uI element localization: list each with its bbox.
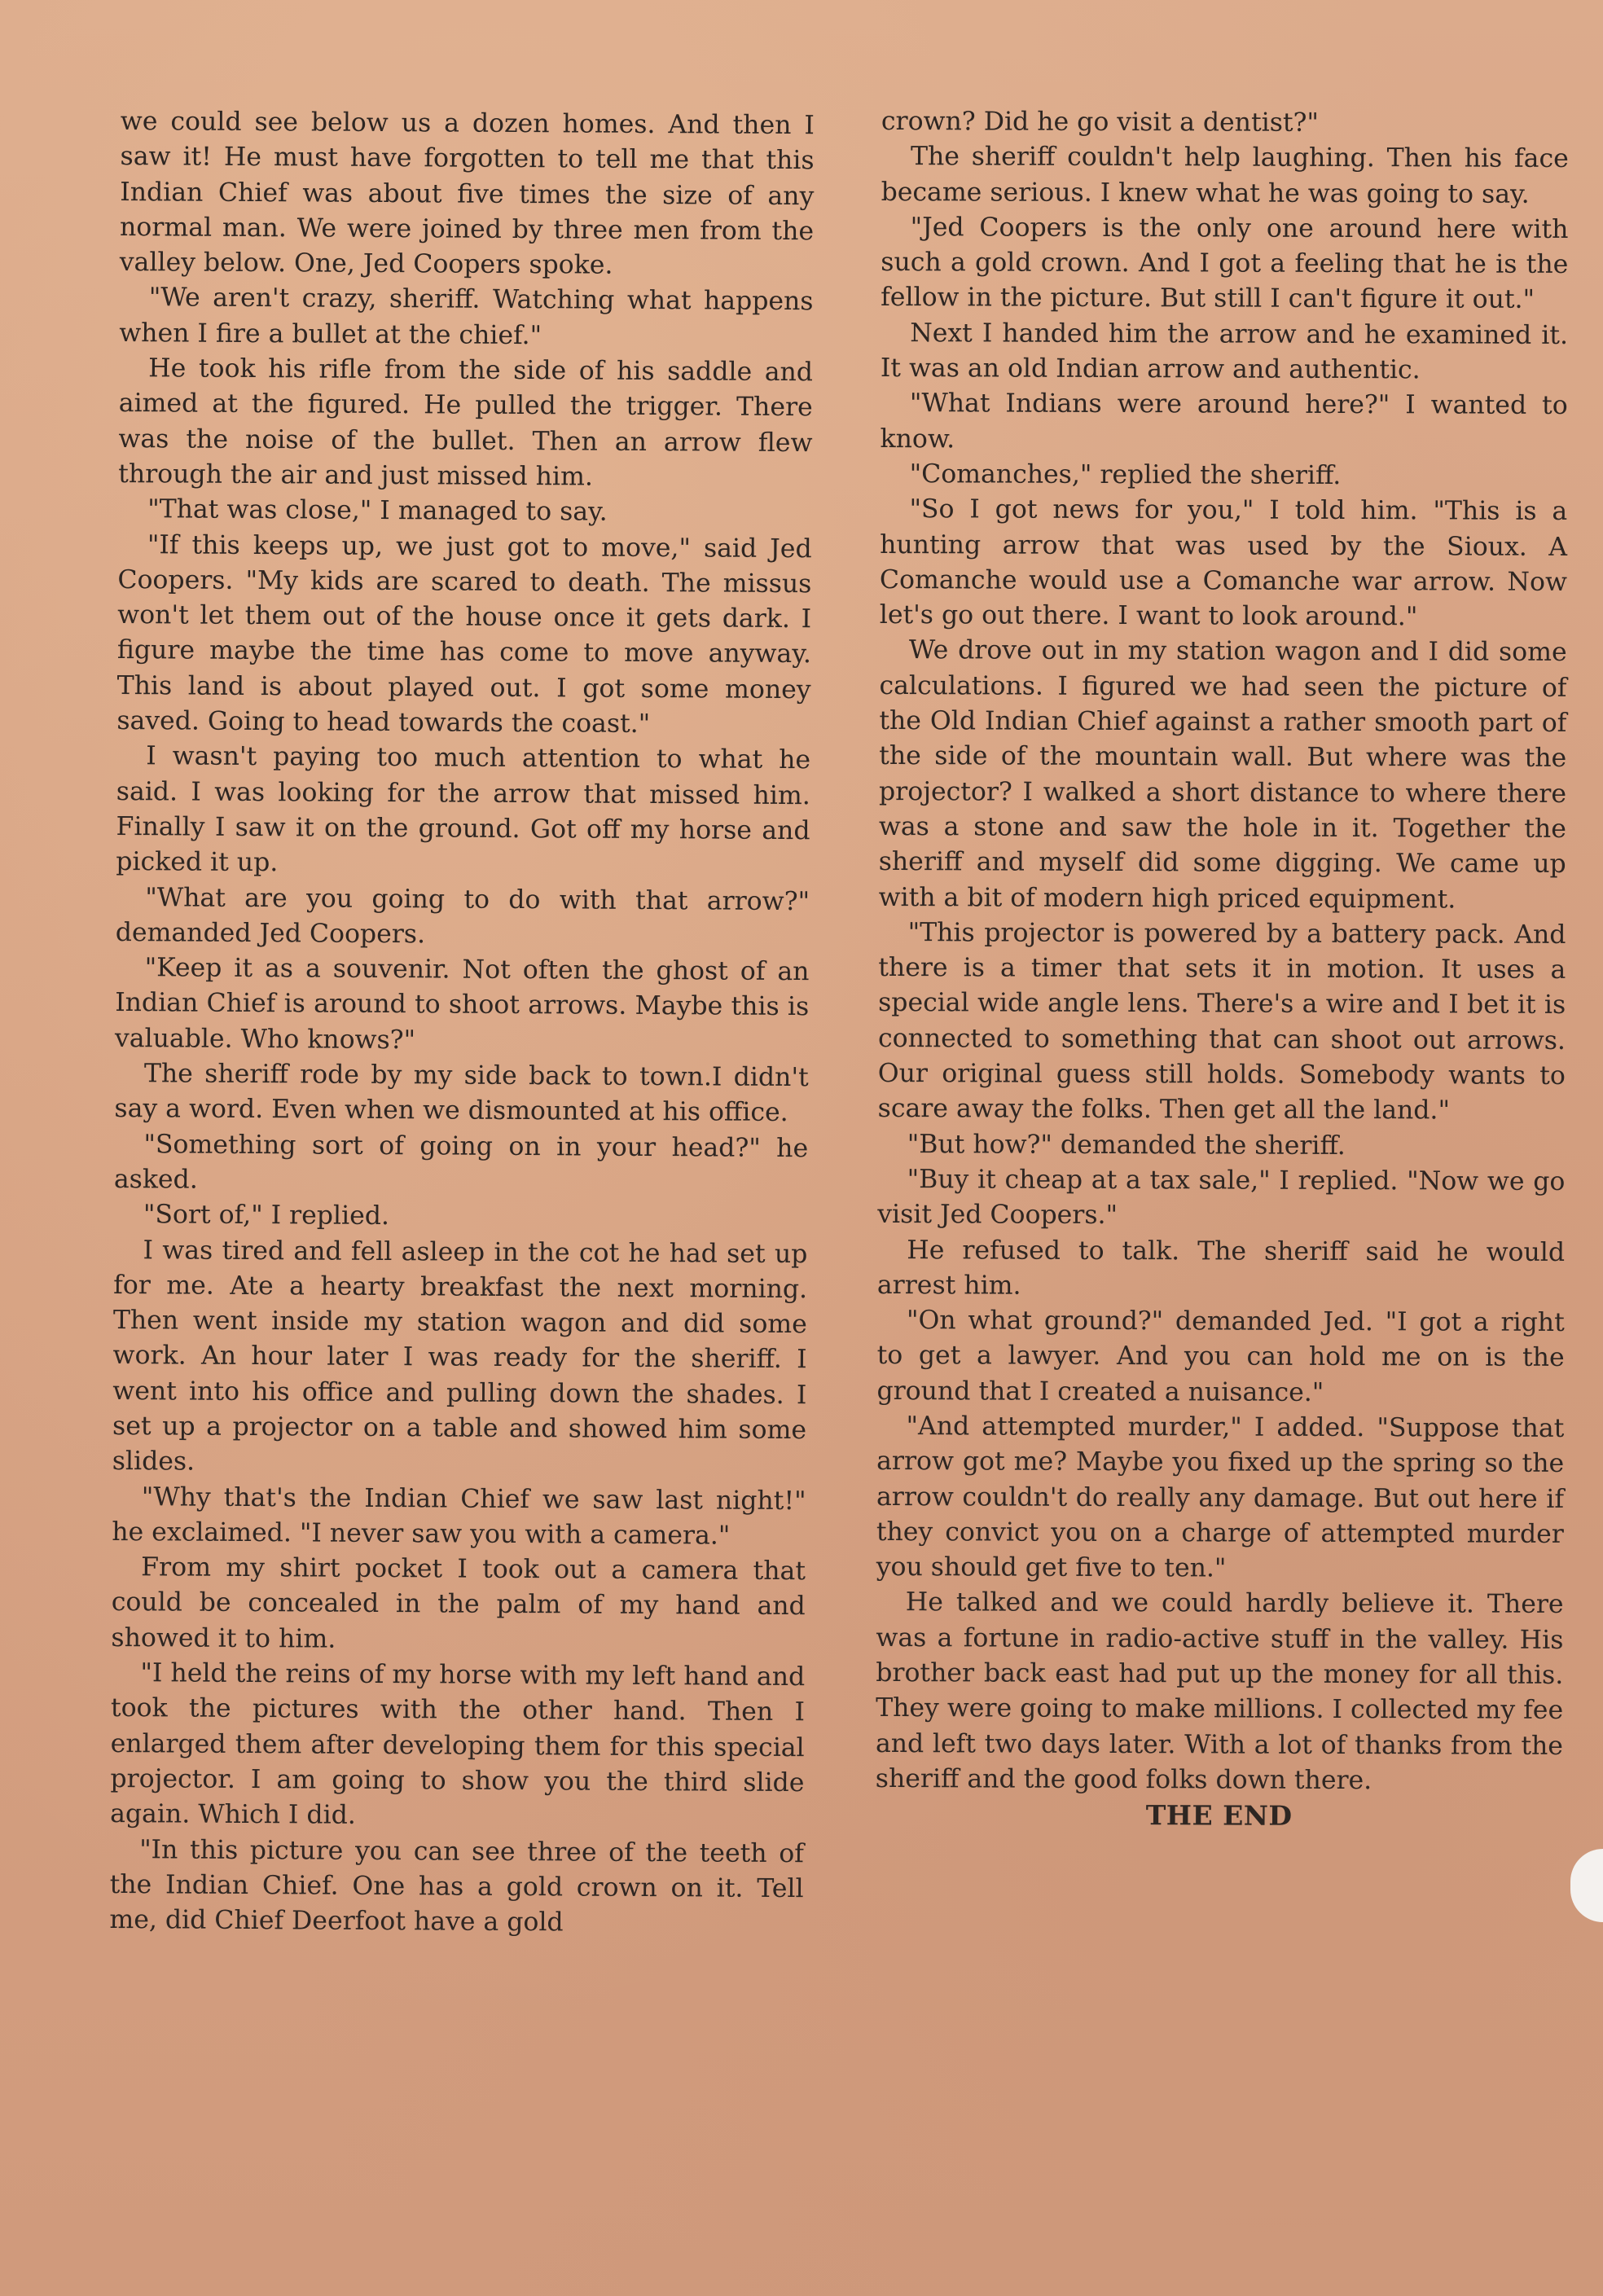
paragraph: The sheriff couldn't help laughing. Then his face became serious. I knew what he was going to say. <box>881 142 1569 209</box>
paragraph: I wasn't paying too much attention to what he said. I was looking for the arrow that missed him. Finally I saw it on the ground. Got off my horse and picked it up. <box>116 741 811 878</box>
the-end-label: THE END <box>1145 1799 1293 1833</box>
paragraph: "But how?" demanded the sheriff. <box>907 1129 1346 1161</box>
paragraph: "Jed Coopers is the only one around here with such a gold crown. And I got a feeling that he is the fellow in the picture. But still I can't figure it out." <box>881 213 1569 315</box>
paragraph: "That was close," I managed to say. <box>147 494 608 527</box>
paragraph: "Keep it as a souvenir. Not often the ghost of an Indian Chief is around to shoot arrows. Maybe this is valuable. Who knows?" <box>114 953 810 1055</box>
paragraph: We drove out in my station wagon and I did some calculations. I figured we had seen the picture of the Old Indian Chief against a rather smooth part of the side of the mountain wall. But where was the projector? I walked a short distance to where there was a stone and saw the hole in it. Together the sheriff and myself did some digging. We came up with a bit of modern high priced equipment. <box>878 635 1567 914</box>
paragraph: "Sort of," I replied. <box>143 1200 390 1231</box>
paragraph: He took his rifle from the side of his saddle and aimed at the figured. He pulled the trigger. There was the noise of the bullet. Then an arrow flew through the air and just missed him. <box>118 353 814 492</box>
paragraph: "If this keeps up, we just got to move," said Jed Coopers. "My kids are scared to death. The missus won't let them out of the house once it gets dark. I figure maybe the time has come to move anyway. This land is about played out. I got some money saved. Going to head towards the coast." <box>116 529 812 740</box>
paragraph: "This projector is powered by a battery pack. And there is a timer that sets it in motion. It uses a special wide angle lens. There's a wire and I bet it is connected to something that can shoot out arrows. Our original guess still holds. Somebody wants to scare away the folks. Then get all the land." <box>877 917 1566 1126</box>
paragraph: "What Indians were around here?" I wanted to know. <box>880 389 1568 454</box>
paragraph: "I held the reins of my horse with my left hand and took the pictures with the other hand. Then I enlarged them after developing them for this special projector. I am going to show you the third slide again. Which I did. <box>110 1658 806 1831</box>
paragraph: "So I got news for you," I told him. "This is a hunting arrow that was used by the Sioux. A Comanche would use a Comanche war arrow. Now let's go out there. I want to look around." <box>879 494 1568 632</box>
paragraph: "Something sort of going on in your head?" he asked. <box>113 1129 809 1195</box>
paragraph: From my shirt pocket I took out a camera that could be concealed in the palm of my hand and showed it to him. <box>111 1552 806 1654</box>
left-column <box>109 104 815 1943</box>
paragraph: crown? Did he go visit a dentist?" <box>881 106 1320 138</box>
paragraph: I was tired and fell asleep in the cot he had set up for me. Ate a hearty breakfast the next morning. Then went inside my station wagon and did some work. An hour later I was ready for the sheriff. I went into his office and pulling down the shades. I set up a projector on a table and showed him some slides. <box>112 1235 808 1477</box>
paragraph: He talked and we could hardly believe it. There was a fortune in radio-active stuff in the valley. His brother back east had put up the money for all this. They were going to make millions. I collected my fee and left two days later. With a lot of thanks from the sheriff and the good folks down there. <box>875 1587 1564 1796</box>
paragraph: "What are you going to do with that arrow?" demanded Jed Coopers. <box>115 882 810 950</box>
paragraph: "And attempted murder," I added. "Suppose that arrow got me? Maybe you fixed up the spring so the arrow couldn't do really any damage. But out here if they convict you on a charge of attempted murder you should get five to ten." <box>876 1411 1565 1583</box>
paragraph: Next I handed him the arrow and he examined it. It was an old Indian arrow and authentic. <box>880 318 1569 385</box>
paragraph: "On what ground?" demanded Jed. "I got a right to get a lawyer. And you can hold me on is the ground that I created a nuisance." <box>876 1306 1565 1407</box>
paragraph: "Why that's the Indian Chief we saw last night!" he exclaimed. "I never saw you with a camera." <box>112 1482 806 1551</box>
paragraph: He refused to talk. The sheriff said he would arrest him. <box>876 1235 1566 1301</box>
right-column <box>876 104 1569 1834</box>
paragraph: "Buy it cheap at a tax sale," I replied. "Now we go visit Jed Coopers." <box>877 1165 1566 1231</box>
paragraph: we could see below us a dozen homes. And then I saw it! He must have forgotten to tell me that this Indian Chief was about five times the size of any normal man. We were joined by three men from the valley below. One, Jed Coopers spoke. <box>119 106 815 280</box>
paragraph: "Comanches," replied the sheriff. <box>909 459 1342 490</box>
page-edge-tear <box>1570 1849 1603 1922</box>
paragraph: The sheriff rode by my side back to town.I didn't say a word. Even when we dismounted at his office. <box>114 1059 809 1128</box>
paragraph: "We aren't crazy, sheriff. Watching what happens when I fire a bullet at the chief." <box>119 283 814 350</box>
paragraph: "In this picture you can see three of the teeth of the Indian Chief. One has a gold crown on it. Tell me, did Chief Deerfoot have a gold <box>109 1834 805 1938</box>
